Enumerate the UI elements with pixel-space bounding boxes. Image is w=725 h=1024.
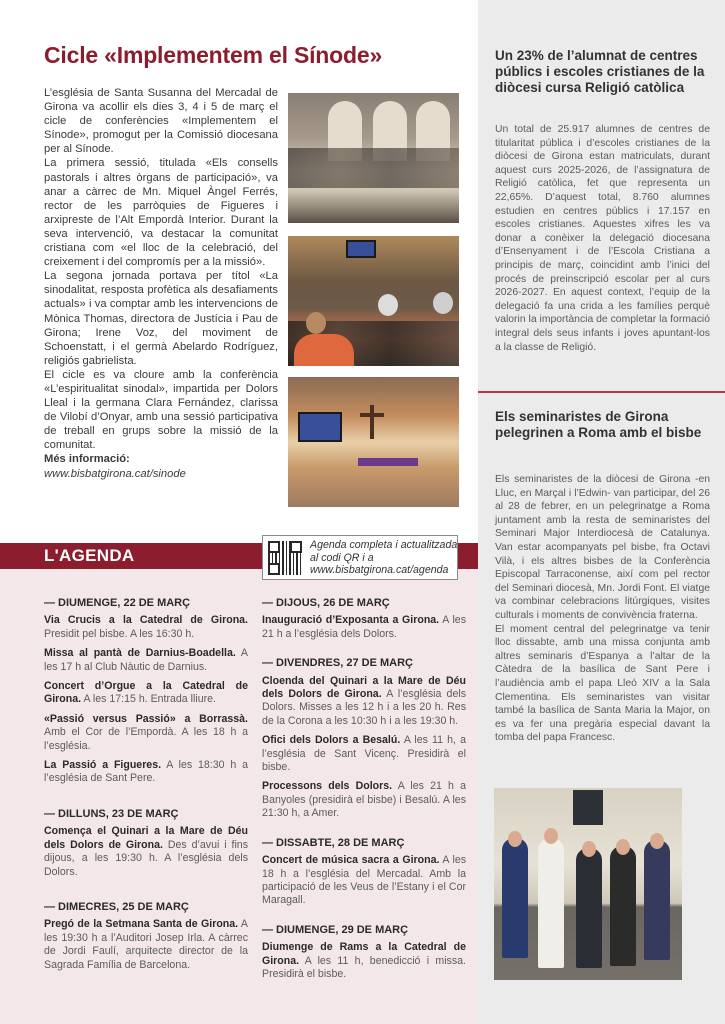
paragraph: El moment central del pelegrinatge va tenir lloc dissabte, amb una missa conjunta amb altres seminaris d’Espanya a l’altar de la Càtedra de la basílica de Sant Pere i l’audiència amb el papa Lleó XIV a la Sala Clementina. Els seminaristes van visitar també la basílica de Santa Maria la Major, on es va fer una pregària especial davant la tomba del papa Francesc. [495,623,710,744]
face [616,839,630,855]
more-info [44,452,278,480]
qr-finder [290,541,302,553]
person [644,840,670,960]
main-article-body [44,86,278,481]
head [306,312,326,334]
sidebar-article1-title: Un 23% de l’alumnat de centres públics i escoles cristianes de la diòcesi cursa Religió catòlica [495,48,705,95]
paragraph: La segona jornada portava per títol «La sinodalitat, resposta profètica als desafiaments actuals» i va comptar amb les intervencions de Mònica Thomas, directora de Justícia i Pau de Girona; Irene Voz, del moviment de Schoenstatt, i el germà Abelardo Rodríguez, religiós gabrielista. [44,270,278,367]
head [378,294,398,316]
qr-text: Agenda completa i actualitzada al codi QR i a www.bisbatgirona.cat/agenda [310,539,458,577]
agenda-item-text: A les 21 h a l’església dels Dolors. [262,614,466,640]
agenda-day-label: — DIUMENGE, 22 DE MARÇ [44,597,191,609]
agenda-item-text: Des d’avui i fins dijous, a les 19:30 h. A l’església dels Dolors. [44,838,248,878]
photo-altar-session [288,377,459,507]
agenda-item-title: La Passió a Figueres. [44,759,162,772]
person [502,838,528,958]
qr-info-box [262,535,458,580]
more-info-label: Més informació: [44,453,130,466]
agenda-item-title: Concert d’Orgue a la Catedral de Girona. [44,680,248,706]
agenda-item-title: Comença el Quinari a la Mare de Déu dels Dolors de Girona. [44,825,248,851]
agenda-item [262,675,466,729]
agenda-item [44,647,248,674]
person-orange-jacket [294,334,354,366]
agenda-day [44,808,248,879]
agenda-item-text: A les 19:30 h a l’Auditori Josep Irla. A càrrec de Jordi Faulí, arquitecte director de la Sagrada Família de Barcelona. [44,918,248,971]
agenda-item [44,713,248,753]
agenda-day [262,597,466,641]
agenda-day [262,657,466,820]
person [576,848,602,968]
agenda-item-text: A les 11 h, benedicció i missa. Presidirà el bisbe. [262,954,466,980]
paragraph: Els seminaristes de la diòcesi de Girona -en Lluc, en Marçal i l’Edwin- van participar, del 26 al 28 de febrer, en un pelegrinatge a Roma juntament amb la resta de seminaristes del Seminari Major Interdiocesà de Catalunya. Van estar acompanyats pel bisbe, fra Octavi Vilà, i els altres bisbes de la Conferència Episcopal Tarraconense, així com pel rector del Seminari diocesà, Mn. Jordi Font. El viatge va combinar celebracions litúrgiques, visites culturals i moments de convivència fraterna. [495,474,710,621]
agenda-item-text: A les 18:30 h a l’església de Sant Pere. [44,759,248,785]
agenda-day [44,597,248,786]
agenda-item [262,734,466,774]
agenda-item [262,941,466,981]
agenda-item [44,614,248,641]
agenda-day-label: — DIMECRES, 25 DE MARÇ [44,900,189,913]
photo-church-conference [288,93,459,223]
agenda-item [44,680,248,707]
head [433,292,453,314]
agenda-item-text: A les 17:15 h. Entrada lliure. [81,693,216,706]
agenda-item-title: «Passió versus Passió» a Borrassà. [44,712,248,725]
agenda-item-text: A les 17 h al Club Nàutic de Darnius. [44,647,248,673]
agenda-day-label: — DIVENDRES, 27 DE MARÇ [262,657,413,670]
face [544,828,558,844]
window [573,790,603,825]
face [582,841,596,857]
sidebar-article2-body [495,473,710,745]
agenda-item [262,854,466,908]
agenda-item-title: Processons dels Dolors. [262,780,393,793]
agenda-item-title: Concert de música sacra a Girona. [262,854,440,867]
paragraph: Un total de 25.917 alumnes de centres de titularitat pública i d’escoles cristianes de la diòcesi de Girona estan matriculats, durant aquest curs 2025-2026, de l’assignatura de Religió catòlica, fet que representa un 22,65%. D’aquest total, 8.760 alumnes estudien en centres públics i 17.157 en escoles cristianes. Aquestes xifres les va donar a conèixer la delegació diocesana d’Ensenyament i de l’Escola Cristiana a principis de març, coincidint amb l’inici del procés de preinscripció escolar per al curs 2026-2027. En aquest context, l’equip de la delegació fa una crida a les famílies perquè valorin la importància de completar la formació integral dels seus infants i joves apuntant-los a la classe de Religió. [495,124,710,353]
agenda-item [44,759,248,786]
face [650,833,664,849]
photo-audience-session [288,236,459,366]
agenda-item [262,780,466,820]
agenda-day-label: — DIUMENGE, 29 DE MARÇ [262,923,409,936]
agenda-item-title: Missa al pantà de Darnius-Boadella. [44,647,236,660]
person [538,838,564,968]
cross-icon [370,405,374,439]
agenda-item [262,614,466,641]
agenda-day-label: — DILLUNS, 23 DE MARÇ [44,807,179,820]
agenda-item-title: Diumenge de Rams a la Catedral de Girona. [262,941,466,967]
agenda-day [44,901,248,972]
agenda-column-2 [262,597,466,997]
agenda-item-title: Cloenda del Quinari a la Mare de Déu dels Dolors de Girona. [262,674,466,701]
divider [478,391,725,393]
banner [358,458,418,466]
paragraph: L’església de Santa Susanna del Mercadal de Girona va acollir els dies 3, 4 i 5 de març el cicle de conferències «Implementem el Sínode», promogut per la Comissió diocesana per al Sínode. [44,87,278,156]
agenda-column-1 [44,597,248,994]
agenda-item-title: Via Crucis a la Catedral de Girona. [44,614,248,627]
agenda-day [262,924,466,982]
person [610,846,636,966]
agenda-item [44,825,248,879]
agenda-item-text: A les 18 h a l’església del Mercadal. Amb la participació de les Veus de l’Estany i el Cor Maragall. [262,854,467,907]
agenda-item-text: A les 11 h, a l’església de Sant Vicenç. Presidirà el bisbe. [262,734,466,774]
agenda-title: L'AGENDA [44,546,135,565]
agenda-item-title: Pregó de la Setmana Santa de Girona. [44,918,239,931]
agenda-item-text: Presidit pel bisbe. A les 16:30 h. [44,627,195,640]
agenda-day-label: — DIJOUS, 26 DE MARÇ [262,597,390,609]
agenda-day [262,837,466,908]
sidebar-article2-title: Els seminaristes de Girona pelegrinen a Roma amb el bisbe [495,409,702,440]
screen [298,412,342,442]
agenda-item-text: Amb el Cor de l’Empordà. A les 18 h a l’església. [44,726,248,752]
agenda-item-text: A les 21 h a Banyoles (presidirà el bisbe) i Besalú. A les 21:30 h, a Amer. [262,780,466,820]
agenda-day-label: — DISSABTE, 28 DE MARÇ [262,836,405,849]
screen [346,240,376,258]
photo-seminarians-rome [494,788,682,980]
more-info-link[interactable]: www.bisbatgirona.cat/sinode [44,467,186,480]
audience [288,148,459,188]
agenda-item-title: Inauguració d’Exposanta a Girona. [262,614,440,627]
agenda-item-text: A l’església dels Dolors. Misses a les 12 h i a les 20 h. Res de la Corona a les 10:30 h i a les 19:30 h. [262,688,466,727]
agenda-item-title: Ofici dels Dolors a Besalú. [262,734,401,747]
paragraph: La primera sessió, titulada «Els consells pastorals i altres òrgans de participació», va anar a càrrec de Mn. Miquel Àngel Ferrés, rector de les parròquies de Figueres i arxipreste de l’Alt Empordà Interior. Durant la seva intervenció, va destacar la comunitat cristiana com «el lloc de la celebració, del creixement i del compromís per a la missió». [44,157,278,269]
sidebar-article1-body [495,123,710,354]
agenda-item [44,918,248,972]
face [508,831,522,847]
qr-code-icon[interactable] [268,541,302,575]
paragraph: El cicle es va cloure amb la conferència «L’espiritualitat sinodal», impartida per Dolors Lleal i la germana Clara Fernández, clarissa de Vilobí d’Onyar, amb una sessió participativa de treball en grups sobre la missió de la comunitat. [44,368,278,452]
main-article-title: Cicle «Implementem el Sínode» [44,42,383,68]
